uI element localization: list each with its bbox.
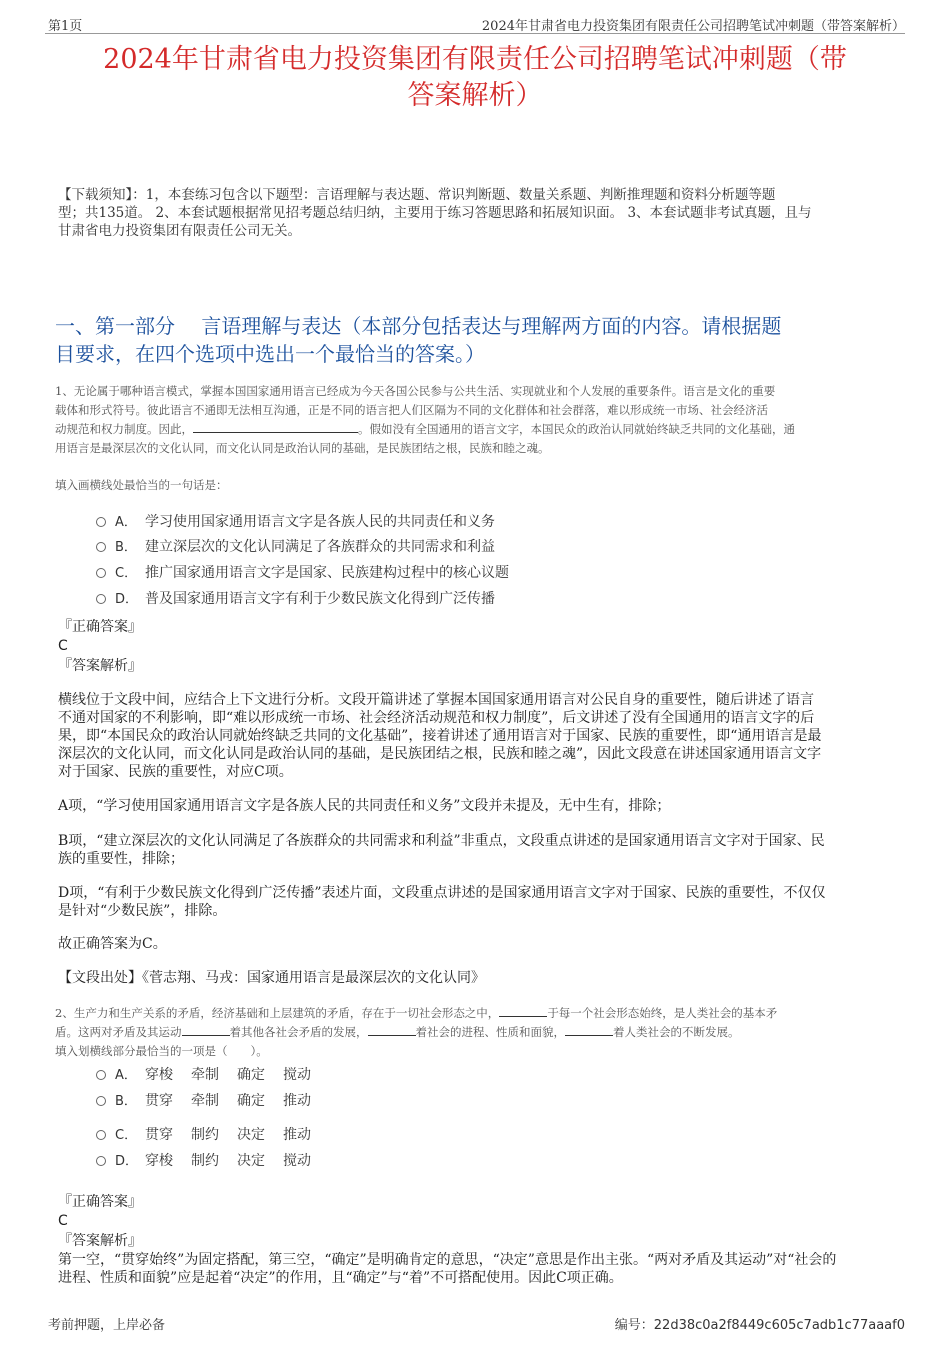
q1-option-b-explanation: B项，“建立深层次的文化认同满足了各族群众的共同需求和利益”非重点，文段重点讲述的是国家通用语言文字对于国家、民 族的重要性，排除； <box>58 833 825 867</box>
download-notice: 【下载须知】：1，本套练习包含以下题型：言语理解与表达题、常识判断题、数量关系题、判断推理题和资料分析题等题 型；共135道。 2、本套试题根据常见招考题总结归纳，主要用于练习答题思路和拓展知识面。 3、本套试题非考试真题，且与 甘肃省电力投资集团有限责任公司无关。 <box>58 187 812 239</box>
q2-option-a[interactable]: A． 穿梭 牵制 确定 搅动 <box>96 1065 311 1086</box>
q2-option-b[interactable]: B． 贯穿 牵制 确定 推动 <box>96 1091 311 1112</box>
q1-answer-label: 『正确答案』 <box>58 619 142 635</box>
q1-analysis-label: 『答案解析』 <box>58 658 142 674</box>
radio-icon[interactable] <box>96 1130 106 1140</box>
question-2-stem: 2、生产力和生产关系的矛盾，经济基础和上层建筑的矛盾，存在于一切社会形态之中， 于每一个社会形态始终，是人类社会的基本矛 盾。这两对矛盾及其运动 着其他各社会矛盾的发展， 着社会的进程、性质和面貌， 着人类社会的不断发展。 <box>55 1006 778 1039</box>
q2-analysis-label: 『答案解析』 <box>58 1233 142 1249</box>
radio-icon[interactable] <box>96 568 106 578</box>
footer-code: 编号：22d38c0a2f8449c605c7adb1c77aaaf0 <box>614 1318 905 1333</box>
q1-option-c[interactable]: C． 推广国家通用语言文字是国家、民族建构过程中的核心议题 <box>96 563 509 584</box>
q1-answer: C <box>58 638 68 654</box>
footer-slogan: 考前押题，上岸必备 <box>48 1318 166 1333</box>
q1-analysis: 横线位于文段中间，应结合上下文进行分析。文段开篇讲述了掌握本国国家通用语言对公民自身的重要性，随后讲述了语言 不通对国家的不利影响，即“难以形成统一市场、社会经济活动规范和权力制度”，后文讲述了没有全国通用的语言文字的后 果，即“本国民众的政治认同就始终缺乏共同的文化基础”，接着讲述了通用语言对于国家、民族的重要性，即“通用语言是最 深层次的文化认同，而文化认同是政治认同的基础，是民族团结之根，民族和睦之魂”，因此文段意在讲述国家通用语言文字 对于国家、民族的重要性，对应C项。 <box>58 692 822 780</box>
fill-blank <box>193 420 358 433</box>
q2-analysis: 第一空，“贯穿始终”为固定搭配，第三空，“确定”是明确肯定的意思，“决定”意思是作出主张。“两对矛盾及其运动”对“社会的 进程、性质和面貌”应是起着“决定”的作用，且“确定”与“着”不可搭配使用。因此C项正确。 <box>58 1252 837 1286</box>
q2-answer-label: 『正确答案』 <box>58 1194 142 1210</box>
q1-option-b[interactable]: B． 建立深层次的文化认同满足了各族群众的共同需求和利益 <box>96 537 495 558</box>
section-heading: 一、第一部分 言语理解与表达（本部分包括表达与理解两方面的内容。请根据题 目要求，在四个选项中选出一个最恰当的答案。） <box>55 314 782 366</box>
q2-option-c[interactable]: C． 贯穿 制约 决定 推动 <box>96 1125 311 1146</box>
page-title: 2024年甘肃省电力投资集团有限责任公司招聘笔试冲刺题（带 答案解析） <box>103 44 847 111</box>
radio-icon[interactable] <box>96 594 106 604</box>
page-number: 第1页 <box>48 19 83 34</box>
q1-option-d-explanation: D项，“有利于少数民族文化得到广泛传播”表述片面，文段重点讲述的是国家通用语言文字对于国家、民族的重要性，不仅仅 是针对“少数民族”，排除。 <box>58 885 826 919</box>
header-doc-title: 2024年甘肃省电力投资集团有限责任公司招聘笔试冲刺题（带答案解析） <box>481 19 905 34</box>
radio-icon[interactable] <box>96 1070 106 1080</box>
radio-icon[interactable] <box>96 517 106 527</box>
question-2-prompt: 填入划横线部分最恰当的一项是（ ）。 <box>55 1044 268 1058</box>
q1-option-d[interactable]: D． 普及国家通用语言文字有利于少数民族文化得到广泛传播 <box>96 589 495 610</box>
q1-option-a-explanation: A项，“学习使用国家通用语言文字是各族人民的共同责任和义务”文段并未提及，无中生有，排除； <box>58 798 671 814</box>
q1-conclusion: 故正确答案为C。 <box>58 936 167 952</box>
question-1-stem: 1、无论属于哪种语言模式，掌握本国国家通用语言已经成为今天各国公民参与公共生活、实现就业和个人发展的重要条件。语言是文化的重要 载体和形式符号。彼此语言不通即无法相互沟通，正是不同的语言把人们区隔为不同的文化群体和社会群落，难以形成统一市场、社会经济活 动规范和权力制度。因此， 。假如没有全国通用的语言文字，本国民众的政治认同就始终缺乏共同的文化基础，通 用语言是最深层次的文化认同，而文化认同是政治认同的基础，是民族团结之根，民族和睦之魂。 <box>55 384 795 455</box>
header-divider <box>45 33 905 34</box>
radio-icon[interactable] <box>96 542 106 552</box>
q2-answer: C <box>58 1213 68 1229</box>
radio-icon[interactable] <box>96 1096 106 1106</box>
radio-icon[interactable] <box>96 1156 106 1166</box>
q2-option-d[interactable]: D． 穿梭 制约 决定 搅动 <box>96 1151 311 1172</box>
question-1-prompt: 填入画横线处最恰当的一句话是： <box>55 478 228 492</box>
q1-option-a[interactable]: A． 学习使用国家通用语言文字是各族人民的共同责任和义务 <box>96 512 495 533</box>
q1-source: 【文段出处】《菅志翔、马戎：国家通用语言是最深层次的文化认同》 <box>58 970 485 986</box>
